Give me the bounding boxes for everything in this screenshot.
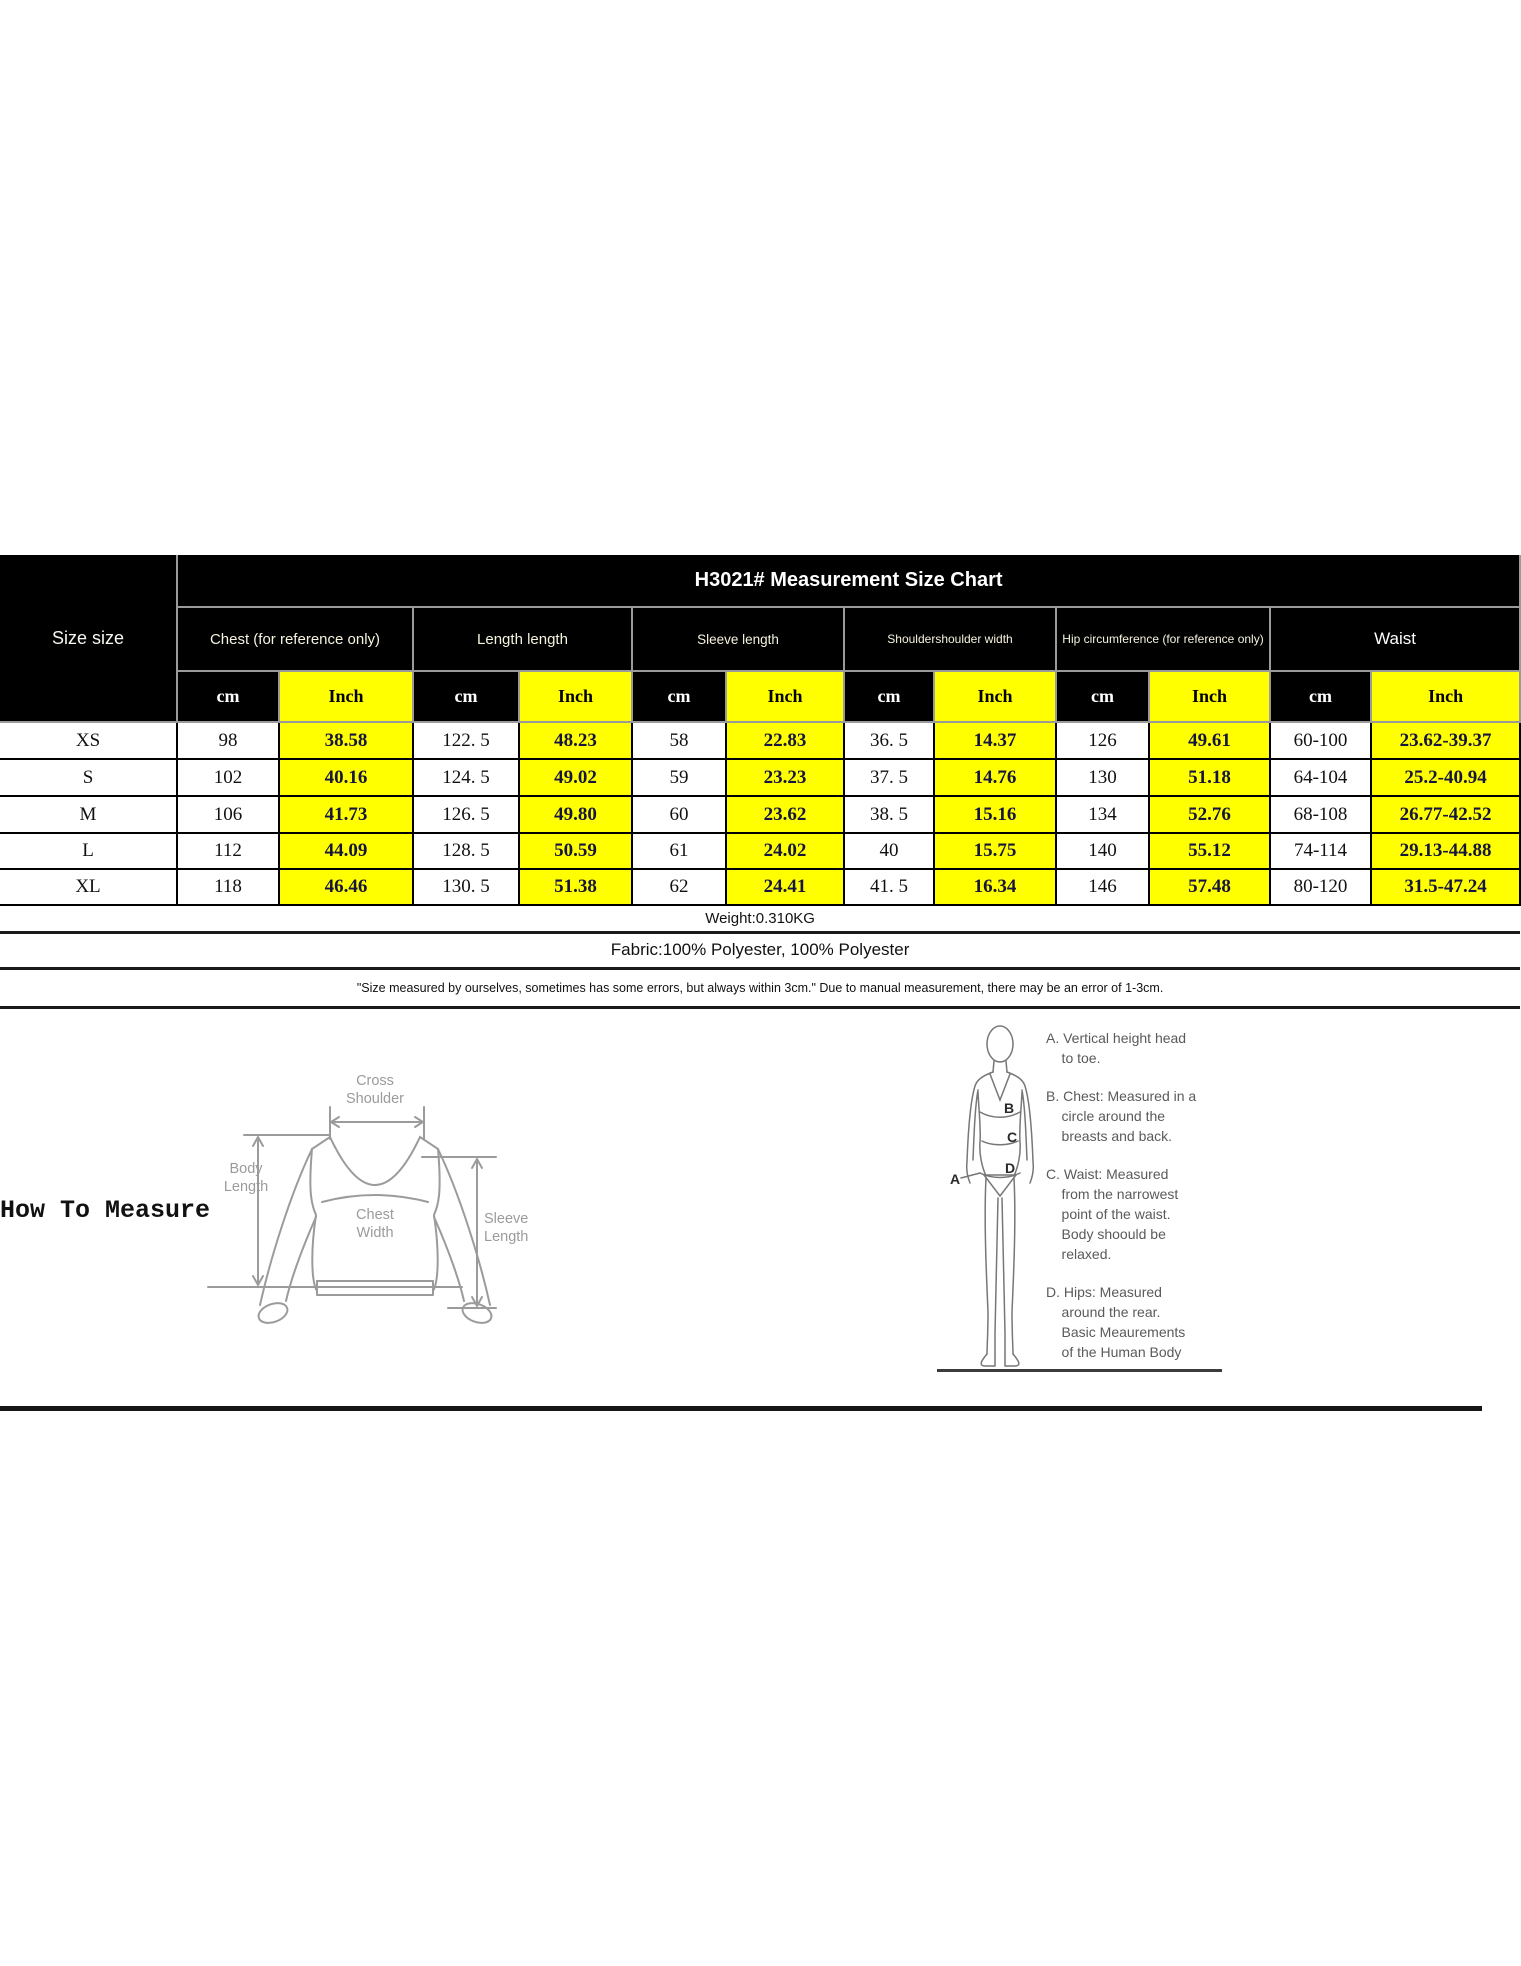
cell: 122. 5 bbox=[413, 722, 519, 759]
cell: 14.37 bbox=[934, 722, 1056, 759]
instruction-b: B. Chest: Measured in a circle around the breasts and back. bbox=[1046, 1088, 1197, 1144]
cell: 40.16 bbox=[279, 759, 413, 796]
cross-shoulder-label-line2: Shoulder bbox=[345, 1091, 405, 1107]
instruction-d: D. Hips: Measured around the rear. Basic Meaurements of the Human Body bbox=[1046, 1284, 1186, 1360]
cell: 24.41 bbox=[726, 869, 844, 905]
unit-inch: Inch bbox=[519, 671, 632, 722]
cross-shoulder-label-line1: Cross bbox=[356, 1073, 394, 1089]
cell: 29.13-44.88 bbox=[1371, 833, 1520, 869]
size-column-header: Size size bbox=[0, 555, 177, 722]
table-row-m bbox=[0, 796, 1520, 833]
cell: 128. 5 bbox=[413, 833, 519, 869]
cell: 51.18 bbox=[1149, 759, 1270, 796]
col-header-chest: Chest (for reference only) bbox=[177, 607, 413, 671]
figure-label-c: C bbox=[1007, 1129, 1018, 1145]
weight-row: Weight:0.310KG bbox=[0, 905, 1520, 932]
measure-instructions bbox=[1046, 1028, 1246, 1380]
col-header-shoulder: Shouldershoulder width bbox=[844, 607, 1056, 671]
size-value: S bbox=[0, 759, 177, 796]
cell: 98 bbox=[177, 722, 279, 759]
cell: 126 bbox=[1056, 722, 1149, 759]
col-header-hip: Hip circumference (for reference only) bbox=[1056, 607, 1270, 671]
unit-cm: cm bbox=[844, 671, 934, 722]
cell: 37. 5 bbox=[844, 759, 934, 796]
measurement-note: "Size measured by ourselves, sometimes has some errors, but always within 3cm." Due to manual measurement, there may be an error of 1-3cm. bbox=[0, 968, 1520, 1007]
cell: 23.62 bbox=[726, 796, 844, 833]
cell: 38. 5 bbox=[844, 796, 934, 833]
cell: 41.73 bbox=[279, 796, 413, 833]
cell: 106 bbox=[177, 796, 279, 833]
cell: 55.12 bbox=[1149, 833, 1270, 869]
shirt-measure-diagram bbox=[200, 1055, 529, 1347]
cell: 38.58 bbox=[279, 722, 413, 759]
section-divider bbox=[0, 1406, 1482, 1411]
cell: 60-100 bbox=[1270, 722, 1371, 759]
size-chart-table bbox=[0, 555, 1492, 1009]
cell: 68-108 bbox=[1270, 796, 1371, 833]
cell: 23.62-39.37 bbox=[1371, 722, 1520, 759]
cell: 31.5-47.24 bbox=[1371, 869, 1520, 905]
cell: 118 bbox=[177, 869, 279, 905]
cell: 52.76 bbox=[1149, 796, 1270, 833]
cell: 48.23 bbox=[519, 722, 632, 759]
cell: 16.34 bbox=[934, 869, 1056, 905]
unit-inch: Inch bbox=[1149, 671, 1270, 722]
unit-cm: cm bbox=[177, 671, 279, 722]
table-row-l bbox=[0, 833, 1520, 869]
size-value: M bbox=[0, 796, 177, 833]
size-value: L bbox=[0, 833, 177, 869]
fabric-row: Fabric:100% Polyester, 100% Polyester bbox=[0, 932, 1520, 968]
table-row-xl bbox=[0, 869, 1520, 905]
cell: 140 bbox=[1056, 833, 1149, 869]
col-header-sleeve: Sleeve length bbox=[632, 607, 844, 671]
sleeve-length-label-line2: Length bbox=[484, 1229, 529, 1245]
cell: 23.23 bbox=[726, 759, 844, 796]
chest-width-label-line1: Chest bbox=[356, 1207, 394, 1223]
chart-title: H3021# Measurement Size Chart bbox=[177, 555, 1520, 607]
col-header-waist: Waist bbox=[1270, 607, 1520, 671]
how-to-measure-heading: How To Measure bbox=[0, 1196, 211, 1225]
cell: 126. 5 bbox=[413, 796, 519, 833]
cell: 146 bbox=[1056, 869, 1149, 905]
cell: 134 bbox=[1056, 796, 1149, 833]
cell: 40 bbox=[844, 833, 934, 869]
cell: 50.59 bbox=[519, 833, 632, 869]
cell: 22.83 bbox=[726, 722, 844, 759]
cell: 74-114 bbox=[1270, 833, 1371, 869]
figure-underline bbox=[937, 1369, 1222, 1372]
unit-inch: Inch bbox=[934, 671, 1056, 722]
body-length-label-line2: Length bbox=[223, 1179, 269, 1195]
cell: 14.76 bbox=[934, 759, 1056, 796]
size-value: XL bbox=[0, 869, 177, 905]
chest-width-label-line2: Width bbox=[356, 1225, 394, 1241]
cell: 24.02 bbox=[726, 833, 844, 869]
unit-cm: cm bbox=[632, 671, 726, 722]
cell: 80-120 bbox=[1270, 869, 1371, 905]
cell: 25.2-40.94 bbox=[1371, 759, 1520, 796]
cell: 58 bbox=[632, 722, 726, 759]
cell: 124. 5 bbox=[413, 759, 519, 796]
cell: 62 bbox=[632, 869, 726, 905]
cell: 130 bbox=[1056, 759, 1149, 796]
cell: 61 bbox=[632, 833, 726, 869]
cell: 46.46 bbox=[279, 869, 413, 905]
cell: 41. 5 bbox=[844, 869, 934, 905]
unit-cm: cm bbox=[1056, 671, 1149, 722]
cell: 51.38 bbox=[519, 869, 632, 905]
cell: 49.61 bbox=[1149, 722, 1270, 759]
cell: 59 bbox=[632, 759, 726, 796]
unit-cm: cm bbox=[1270, 671, 1371, 722]
table-row-xs bbox=[0, 722, 1520, 759]
figure-label-d: D bbox=[1005, 1160, 1016, 1176]
unit-cm: cm bbox=[413, 671, 519, 722]
col-header-length: Length length bbox=[413, 607, 632, 671]
unit-inch: Inch bbox=[726, 671, 844, 722]
body-length-label-line1: Body bbox=[229, 1161, 263, 1177]
cell: 44.09 bbox=[279, 833, 413, 869]
cell: 36. 5 bbox=[844, 722, 934, 759]
cell: 64-104 bbox=[1270, 759, 1371, 796]
cell: 60 bbox=[632, 796, 726, 833]
unit-inch: Inch bbox=[1371, 671, 1520, 722]
cell: 130. 5 bbox=[413, 869, 519, 905]
table-row-s bbox=[0, 759, 1520, 796]
unit-inch: Inch bbox=[279, 671, 413, 722]
instruction-c: C. Waist: Measured from the narrowest point of the waist. Body shoould be relaxed. bbox=[1046, 1166, 1179, 1262]
figure-label-b: B bbox=[1004, 1100, 1015, 1116]
instruction-a: A. Vertical height head to toe. bbox=[1046, 1030, 1187, 1066]
cell: 15.75 bbox=[934, 833, 1056, 869]
cell: 57.48 bbox=[1149, 869, 1270, 905]
cell: 112 bbox=[177, 833, 279, 869]
cell: 49.80 bbox=[519, 796, 632, 833]
cell: 102 bbox=[177, 759, 279, 796]
size-value: XS bbox=[0, 722, 177, 759]
figure-label-a: A bbox=[950, 1171, 961, 1187]
cell: 49.02 bbox=[519, 759, 632, 796]
body-measure-figure bbox=[930, 1012, 1050, 1372]
cell: 15.16 bbox=[934, 796, 1056, 833]
unit-row bbox=[0, 671, 1520, 722]
sleeve-length-label-line1: Sleeve bbox=[484, 1211, 529, 1227]
cell: 26.77-42.52 bbox=[1371, 796, 1520, 833]
